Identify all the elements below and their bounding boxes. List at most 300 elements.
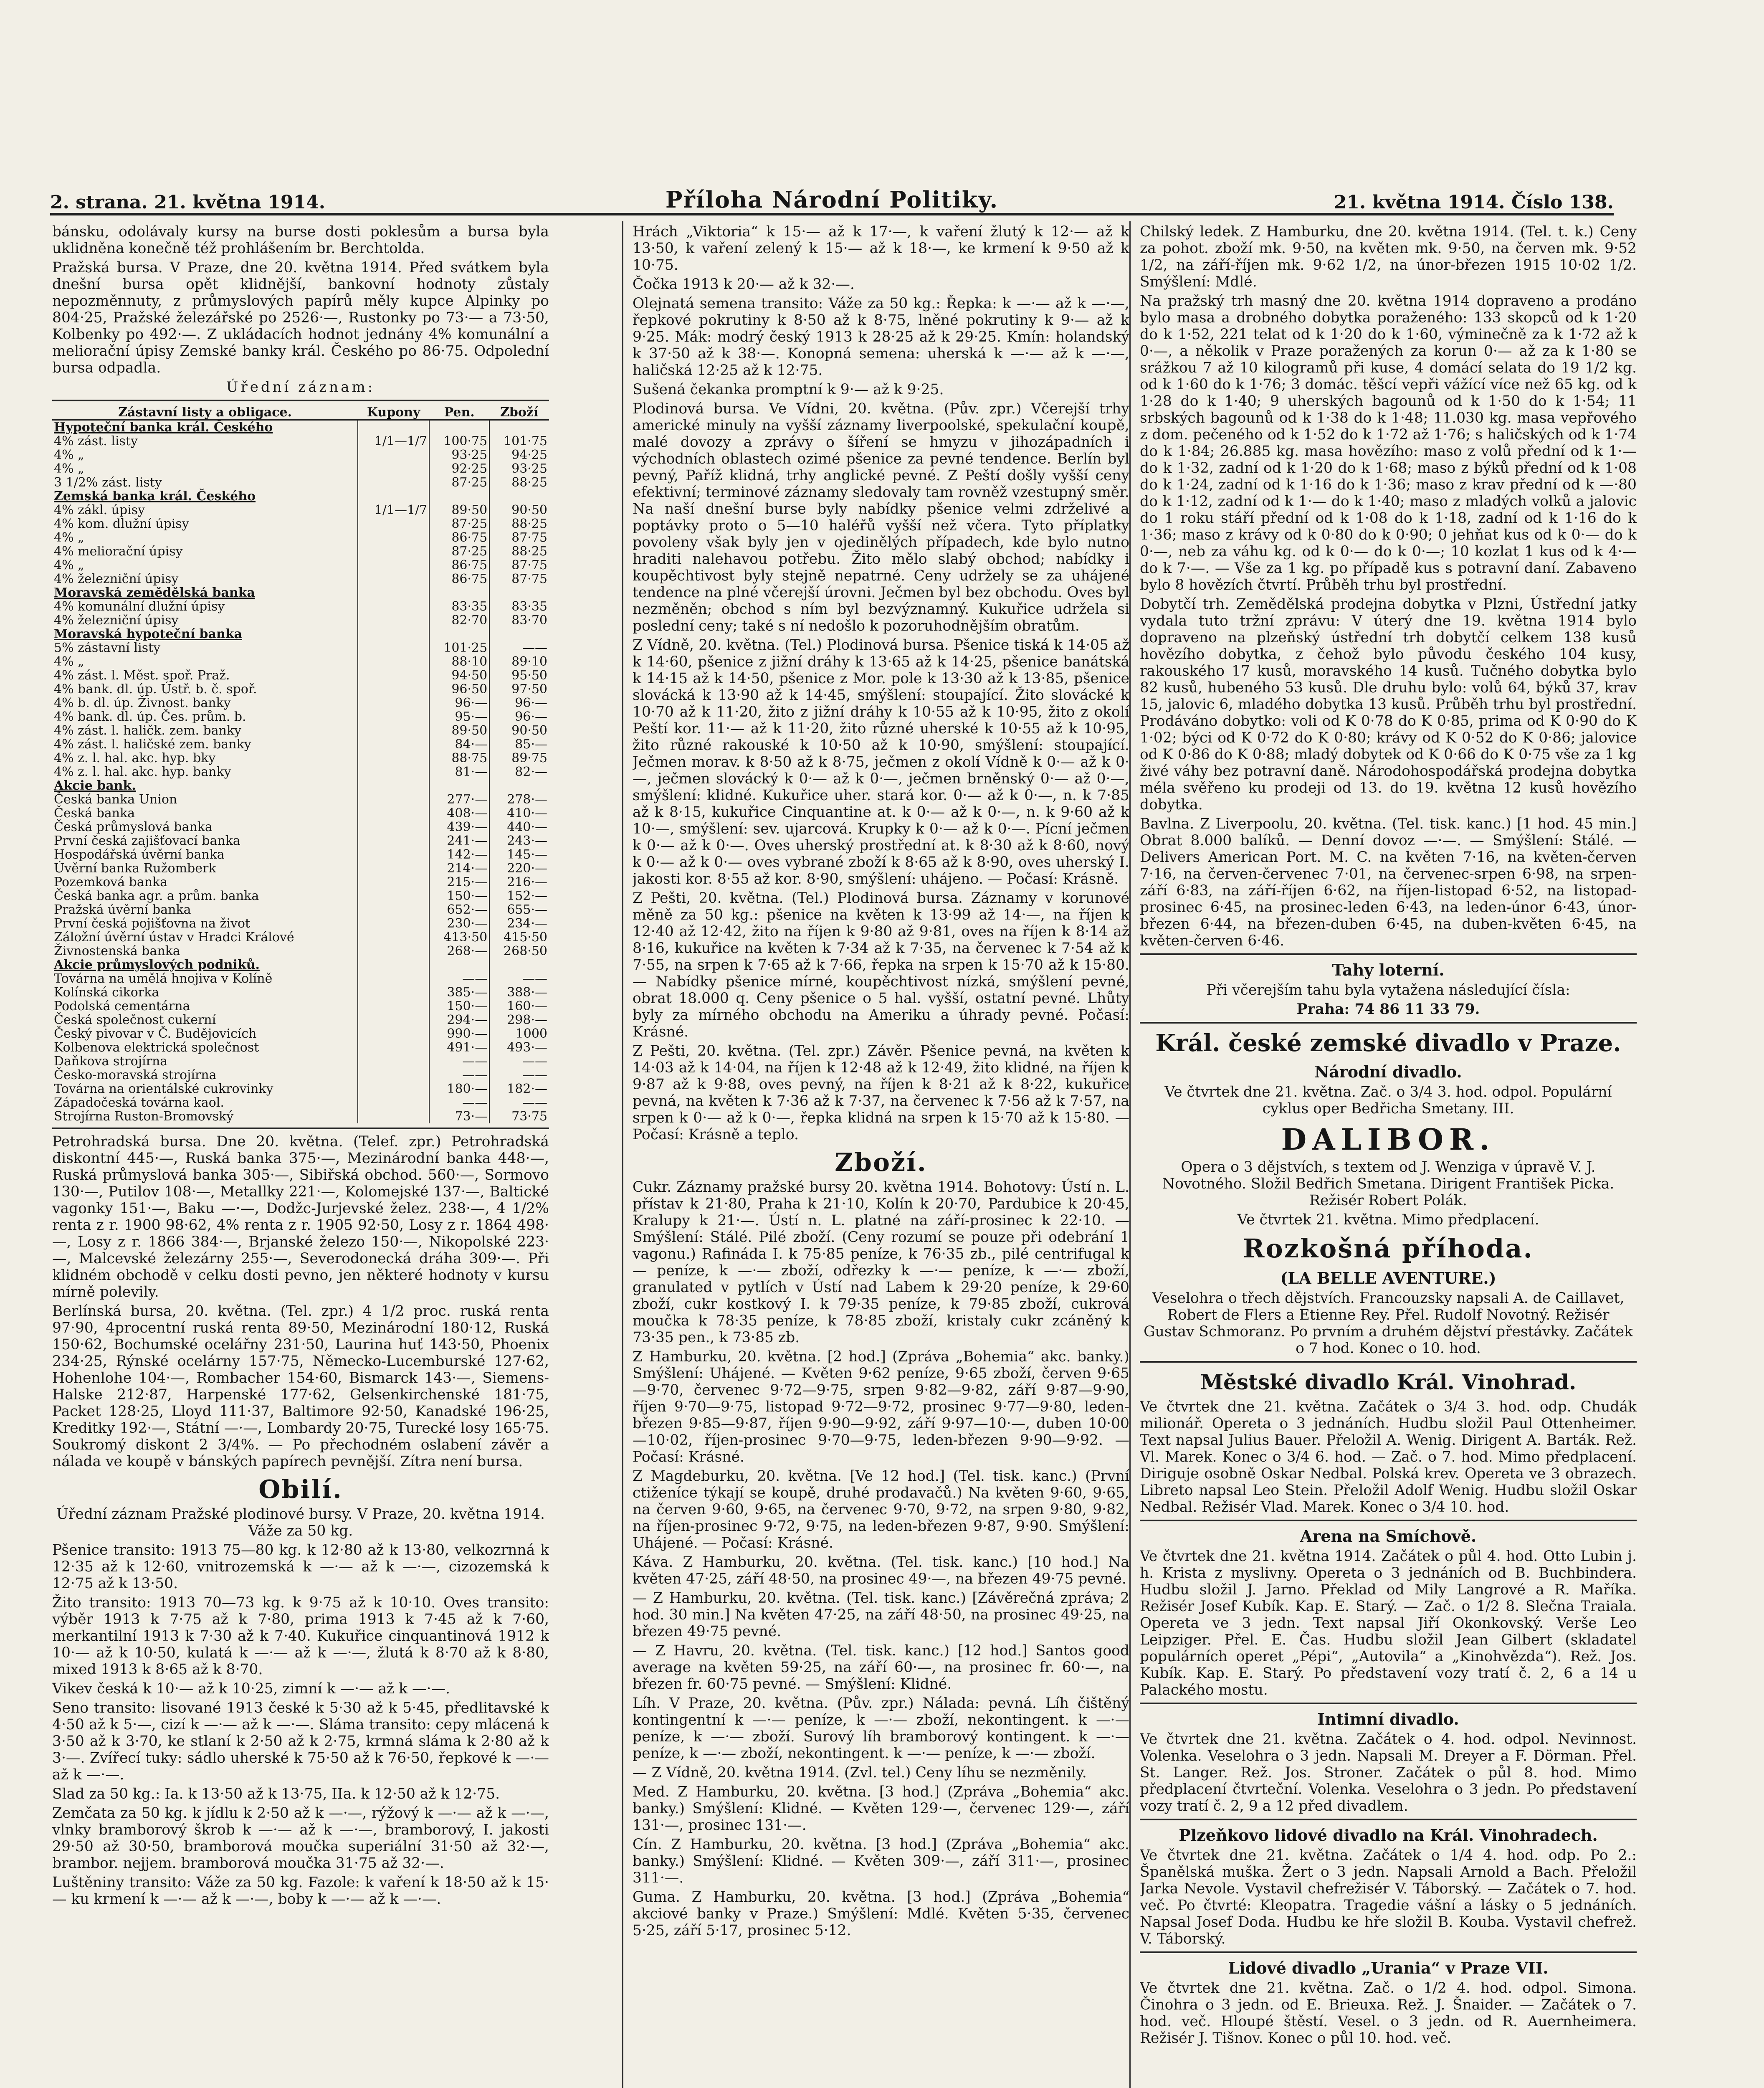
table-cell: 4% „ [54,558,84,573]
table-cell [358,986,429,999]
table-cell: 87·75 [489,558,549,572]
text-paragraph: Z Vídně, 20. května. (Tel.) Plodinová bursa. Pšenice tiská k 14·05 až k 14·60, pšenice z jižní dráhy k 13·65 až k 14·25, pšenice banátská k 14·15 až k 14·50, pšenice z Mor. pole k 13·30 až k 13·85, pšenice slovácká k 13·90 až k 14·45, smýšlení: stoupající. Žito slovácké k 10·70 až k 11·20, žito z jižní dráhy k 10·55 až k 10·95, žito z okolí Peští kor. 11·— až k 11·20, žito různé uherské k 10·55 až k 10·95, žito různé rakouské k 10·50 až k 10·90, smýšlení: stoupající. Ječmen morav. k 8·50 až k 8·75, ječmen z okolí Vídně k 0·— až k 0·—, ječmen slovácký k 0·— až k 0·—, ječmen brněnský 0·— až 0·—, smýšlení: klidné. Kukuřice uher. stará kor. 0·— až k 0·—, n. k 7·85 až k 8·15, kukuřice Cinquantine at. k 0·— až k 0·—, n. k 9·60 až k 10·—, smýšlení: sev. ujarcová. Krupky k 0·— až k 0·—. Pícní ječmen k 0·— až k 0·—. Oves uherský prostřední at. k 8·30 až k 8·60, nový k 0·— až k 0·— oves vybrané zboží k 8·65 až k 8·90, oves uherský I. jakosti kor. 8·55 až kor. 8·90, smýšlení: uhájeno. — Počasí: Krásně. [633,637,1129,887]
text-paragraph: — Z Vídně, 20. května 1914. (Zvl. tel.) Ceny líhu se nezměnily. [633,1764,1087,1781]
table-cell [358,862,429,875]
text-paragraph: Ve čtvrtek dne 21. května. Zač. o 3/4 3. hod. odpol. Populární cyklus oper Bedřicha Smetany. III. [1164,1084,1612,1117]
text-paragraph: Vikev česká k 10·— až k 10·25, zimní k —·— až k —·—. [52,1680,450,1697]
table-cell: 990·— [429,1027,489,1041]
table-cell: 152·— [489,889,549,903]
table-row [52,737,549,751]
table-cell: Česko-moravská strojírna [54,1068,217,1082]
text-paragraph: Z Hamburku, 20. května. [2 hod.] (Zpráva „Bohemia“ akc. banky.) Smýšlení: Uhájené. — Květen 9·62 peníze, 9·65 zboží, červen 9·65—9·70, červenec 9·72—9·75, srpen 9·82—9·82, září 9·87—9·90, říjen 9·70—9·75, listopad 9·72—9·72, prosinec 9·77—9·80, leden-březen 9·85—9·87, říjen 9·90—9·92, září 9·97—10·—, duben 10·00—10·02, říjen-prosinec 9·70—9·75, leden-březen 9·90—9·92. — Počasí: Krásné. [633,1348,1129,1465]
table-row [52,1054,549,1068]
table-cell: 81·— [429,765,489,779]
table-cell [358,462,429,476]
table-cell: 243·— [489,834,549,848]
table-cell: —— [489,1096,549,1110]
table-cell: 82·— [489,765,549,779]
table-cell: Továrna na umělá hnojiva v Kolíně [54,971,273,986]
table-cell: 268·— [429,944,489,958]
table-cell: 4% komunální dlužní úpisy [54,599,225,614]
divider [52,400,549,401]
table-cell [358,1082,429,1096]
table-cell: 241·— [429,834,489,848]
table-cell: 385·— [429,986,489,999]
table-cell: 96·50 [429,682,489,696]
table-cell: 85·— [489,737,549,751]
table-row [52,986,549,999]
table-cell: 89·50 [429,503,489,517]
stock-table [52,405,549,1123]
play-title: Rozkošná příhoda. [1243,1233,1534,1264]
table-cell: 4% z. l. hal. akc. hyp. banky [54,765,231,779]
table-row [52,1082,549,1096]
table-row [52,944,549,958]
text-paragraph: Cukr. Záznamy pražské bursy 20. května 1914. Bohotovy: Ústí n. L. přístav k 21·80, Praha k 21·10, Kolín k 20·70, Pardubice k 20·45, Kralupy k 21·—. Ústí n. L. platné na září-prosinec k 22·10. — Smýšlení: Stálé. Pilé zboží. (Ceny rozumí se pouze při odebrání 1 vagonu.) Rafináda I. k 75·85 peníze, k 76·35 zb., pilé centrifugal k — peníze, k —·— zboží, odřezky k —·— peníze, k —·— zboží, granulated v pytlích v Ústí nad Labem k 29·20 peníze, k 29·60 zboží, cukr kostkový I. k 79·35 peníze, k 79·85 zboží, cukrová moučka k 78·35 peníze, k 78·85 zboží, kristaly cukr zcáněný k 73·35 pen., k 73·85 zb. [633,1179,1129,1346]
table-cell: 100·75 [429,434,489,448]
table-row [52,972,549,986]
table-cell: Hypoteční banka král. Českého [54,420,273,435]
table-cell [429,958,489,972]
table-cell: 268·50 [489,944,549,958]
table-row [52,476,549,489]
text-paragraph: Petrohradská bursa. Dne 20. května. (Telef. zpr.) Petrohradská diskontní 445·—, Ruská banka 375·—, Mezinárodní banka 448·—, Ruská průmyslová banka 305·—, Sibiřská obchod. 560·—, Sormovo 130·—, Putilov 108·—, Metallky 221·—, Kolomejské 137·—, Baltické vagonky 151·—, Baku —·—, Dodžc-Jurjevské želez. 238·—, 4 1/2% renta z r. 1900 98·62, 4% renta z r. 1905 92·50, Losy z r. 1864 498·—, Losy z r. 1866 384·—, Brjanské železo 150·—, Nikopolské 223·—, Malcevské železárny 255·—, Severodonecká dráha 309·—. Při klidném obchodě v celku dosti pevno, jen některé hodnoty v kursu mírně polevily. [52,1133,549,1300]
table-cell: 94·50 [429,669,489,682]
table-cell: 89·50 [429,724,489,737]
table-row [52,503,549,517]
table-cell: 4% „ [54,654,84,669]
table-cell: Záložní úvěrní ústav v Hradci Králové [54,930,294,945]
divider [52,1128,549,1129]
table-row [52,724,549,737]
table-cell: 82·70 [429,613,489,627]
table-cell: —— [489,1068,549,1082]
table-cell [358,545,429,558]
table-cell: 294·— [429,1013,489,1027]
column-3 [1140,223,1637,2088]
table-cell: 652·— [429,903,489,917]
table-row [52,903,549,917]
table-cell: 4% b. dl. úp. Živnost. banky [54,696,231,710]
table-cell: 83·35 [489,600,549,613]
table-cell: 101·75 [489,434,549,448]
table-cell [489,586,549,600]
table-cell [358,655,429,669]
table-cell [358,820,429,834]
table-cell [358,696,429,710]
text-paragraph: Opera o 3 dějstvích, s textem od J. Wenziga v úpravě V. J. Novotného. Složil Bedřich Smetana. Dirigent František Picka. Režisér Robert Polák. [1162,1159,1615,1209]
table-cell: 96·— [489,710,549,724]
table-cell [489,420,549,435]
table-cell [358,517,429,531]
table-cell: Hospodářská úvěrní banka [54,847,225,862]
text-paragraph: Ve čtvrtek dne 21. května. Zač. o 1/2 4. hod. odpol. Simona. Činohra o 3 jedn. od E. Brieuxa. Rež. J. Šnaider. — Začátek o 7. hod. več. Hloupé štěstí. Vesel. o 3 jedn. od R. Auernheimera. Režisér J. Tišnov. Konec o půl 10. hod. več. [1140,1980,1637,2047]
text-paragraph: — Z Hamburku, 20. května. (Tel. tisk. kanc.) [Závěrečná zpráva; 2 hod. 30 min.] Na květen 47·25, na září 48·50, na prosinec 49·25, na březen 49·75 pevné. [633,1590,1129,1640]
table-cell: —— [429,1068,489,1082]
divider [1140,953,1637,955]
table-cell [358,448,429,462]
table-cell [358,793,429,806]
text-paragraph: Úřední záznam Pražské plodinové bursy. V Praze, 20. května 1914. Váže za 50 kg. [56,1506,545,1539]
table-row [52,586,549,600]
table-cell [358,765,429,779]
table-row [52,765,549,779]
table-row [52,1110,549,1123]
text-paragraph: — Z Havru, 20. května. (Tel. tisk. kanc.) [12 hod.] Santos good average na květen 59·25, na září 60·—, na prosinec fr. 60·—, na březen fr. 60·75 pevné. — Smýšlení: Klidné. [633,1642,1129,1693]
text-paragraph: Na pražský trh masný dne 20. května 1914 dopraveno a prodáno bylo masa a drobného dobytka poraženého: 133 skopců od k 1·20 do k 1·52, 221 telat od k 1·20 do k 1·60, výminečně za k 1·72 až k 0·—, a několik v Praze poražených za korun 0·— až za k 1·80 se srážkou 7 až 10 kilogramů při kuse, 4 domácí selata do 19 1/2 kg. od k 1·60 do k 1·76; 3 domác. těšcí vepři vážící více než 65 kg. od k 1·28 do k 1·40; 9 uherských bagounů od k 1·50 do k 1·54; 11 srbských bagounů od k 1·38 do k 1·48; 11.030 kg. masa vepřového z dom. pečeného od k 1·52 do k 1·72 až 1·76; s haličských od k 1·74 do k 1·84; 26.885 kg. masa hovězího: maso z volů přední od k 1·— do k 1·32, zadní od k 1·20 do k 1·68; maso z býků přední od k 1·08 do k 1·24, zadní od k 1·16 do k 1·36; maso z krav přední od k —·80 do k 1·12, zadní od k 1·— do k 1·40; maso z mladých volků a jalovic do 1 roku stáří přední od k 1·08 do k 1·18, zadní od k 1·16 do k 1·36; maso z krávy od k 0·80 do k 0·90; 0 jehňat kus od k 0·— do k 0·—, neb za váhu kg. od k 0·— do k 0·—; 10 kozlat 1 kus od k 4·— do k 7·—. — Vše za 1 kg. po případě kus s potravní daní. Zabaveno bylo 8 hovězích čtvrtí. Průběh trhu byl prostřední. [1140,293,1637,593]
table-row [52,930,549,944]
table-cell: 4% „ [54,448,84,462]
table-cell: 87·75 [489,531,549,545]
table-cell [358,806,429,820]
table-cell: Moravská zemědělská banka [54,585,255,600]
table-cell: První česká zajišťovací banka [54,834,240,848]
table-cell: Moravská hypoteční banka [54,627,242,641]
text-paragraph: Při včerejším tahu byla vytažena následující čísla: [1206,982,1570,998]
table-cell: 220·— [489,862,549,875]
text-paragraph: Med. Z Hamburku, 20. května. [3 hod.] (Zpráva „Bohemia“ akc. banky.) Smýšlení: Klidné. — Květen 129·—, červenec 129·—, září 131·—, prosinec 131·—. [633,1784,1129,1834]
divider [1140,1703,1637,1704]
table-cell: 230·— [429,917,489,930]
table-cell: 101·25 [429,641,489,655]
table-cell: 491·— [429,1041,489,1054]
table-cell: 93·25 [489,462,549,476]
table-cell [489,489,549,503]
table-cell [358,558,429,572]
divider [1140,1951,1637,1953]
table-cell: Česká banka agr. a prům. banka [54,889,259,903]
table-cell: 214·— [429,862,489,875]
table-cell: Západočeská továrna kaol. [54,1095,224,1110]
table-cell: 1/1—1/7 [358,434,429,448]
table-cell: 277·— [429,793,489,806]
table-cell: Česká průmyslová banka [54,820,213,834]
table-cell [358,531,429,545]
table-cell: 88·25 [489,476,549,489]
section-title: Městské divadlo Král. Vinohrad. [1200,1370,1577,1394]
table-cell [358,1096,429,1110]
table-cell: Živnostenská banka [54,944,180,958]
table-cell: Česká banka [54,806,135,821]
table-cell: 142·— [429,848,489,862]
column-1 [52,223,549,2088]
table-cell: 97·50 [489,682,549,696]
table-cell [358,724,429,737]
table-cell: Podolská cementárna [54,999,190,1014]
table-cell [358,903,429,917]
table-cell [358,572,429,586]
table-cell [429,779,489,793]
table-cell: 234·— [489,917,549,930]
table-cell: 4% meliorační úpisy [54,544,183,559]
text-paragraph: Ve čtvrtek dne 21. května. Začátek o 1/4 4. hod. odp. Po 2.: Španělská muška. Žert o 3 jedn. Napsali Arnold a Bach. Přeložil Jarka Nevole. Vystavil chefrežisér V. Táborský. — Začátek o 7. hod. več. Po čtvrté: Kleopatra. Tragedie vášní a lásky o 5 jednáních. Napsal Josef Doda. Hudbu ke hře složil B. Kouba. Vystavil chefrež. V. Táborský. [1140,1847,1637,1947]
table-cell [489,779,549,793]
table-row [52,820,549,834]
table-cell: 95·— [429,710,489,724]
table-row [52,420,549,435]
table-cell: 1/1—1/7 [358,503,429,517]
divider [1140,1022,1637,1024]
text-paragraph: Veselohra o třech dějstvích. Francouzsky napsali A. de Caillavet, Robert de Flers a Etienne Rey. Přel. Rudolf Novotný. Režisér Gustav Schmoranz. Po prvním a druhém dějství přestávky. Začátek o 7 hod. Konec o 10. hod. [1144,1290,1633,1357]
table-cell: Akcie bank. [54,778,136,793]
table-cell: Kolínská cikorka [54,985,159,1000]
text-paragraph: bánsku, odolávaly kursy na burse dosti poklesům a bursa byla uklidněna konečně též prohlášením br. Berchtolda. [52,223,549,257]
section-subtitle: Úřední záznam: [226,379,375,395]
table-cell: 182·— [489,1082,549,1096]
newspaper-title: Příloha Národní Politiky. [665,186,999,213]
text-paragraph: Sušená čekanka promptní k 9·— až k 9·25. [633,381,944,398]
table-cell: 3 1/2% zást. listy [54,475,162,490]
table-cell [358,958,429,972]
text-paragraph: Z Pešti, 20. května. (Tel. zpr.) Závěr. Pšenice pevná, na květen k 14·03 až k 14·04, na říjen k 12·48 až k 12·49, žito klidné, na říjen k 9·87 až k 9·88, oves pevný, na říjen k 8·21 až k 8·22, kukuřice pevná, na květen k 7·36 až k 7·37, na červenec k 7·56 až k 7·57, na srpen k 0·— až k 0·—, řepka klidná na srpen k 15·70 až k 15·80. — Počasí: Krásně a teplo. [633,1043,1129,1143]
table-cell: Úvěrní banka Ružomberk [54,861,216,876]
text-paragraph: Líh. V Praze, 20. května. (Pův. zpr.) Nálada: pevná. Líh čištěný kontingentní k —·— peníze, k —·— zboží, nekontingent. k —·— peníze, k —·— zboží. Surový líh bramborový kontingent. k —·— peníze, k —·— zboží, nekontingent. k —·— peníze, k —·— zboží. [633,1695,1129,1762]
table-cell: Pražská úvěrní banka [54,902,191,917]
table-cell: 440·— [489,820,549,834]
play-subtitle: (LA BELLE AVENTURE.) [1280,1269,1496,1287]
table-cell: 415·50 [489,930,549,944]
table-row [52,434,549,448]
table-header: Pen. [429,405,489,420]
table-cell: Kolbenova elektrická společnost [54,1040,259,1055]
text-paragraph: Žito transito: 1913 70—73 kg. k 9·75 až k 10·10. Oves transito: výběr 1913 k 7·75 až k 7·80, prima 1913 k 7·45 až k 7·60, merkantilní 1913 k 7·30 až k 7·40. Kukuřice cinquantinová 1912 k 10·— až k 10·50, kulatá k —·— až k —·—, žlutá k 8·70 až k 8·80, mixed 1913 k 8·65 až k 8·70. [52,1594,549,1678]
table-cell: 86·75 [429,572,489,586]
table-row [52,682,549,696]
text-paragraph: Seno transito: lisované 1913 české k 5·30 až k 5·45, předlitavské k 4·50 až k 5·—, cizí k —·— až k —·—. Sláma transito: cepy mlácená k 3·50 až k 3·70, ke stlaní k 2·50 až k 2·75, krmná sláma k 2·80 až k 3·—. Zvířecí tuky: sádlo uherské k 75·50 až k 76·50, řepkové k —·— až k —·—. [52,1700,549,1783]
table-row [52,1027,549,1041]
text-paragraph: Slad za 50 kg.: Ia. k 13·50 až k 13·75, IIa. k 12·50 až k 12·75. [52,1786,500,1802]
text-paragraph: Plodinová bursa. Ve Vídni, 20. května. (Pův. zpr.) Včerejší trhy americké minuly na vyšší záznamy liverpoolské, spekulační koupě, malé dovozy a zprávy o šíření se hmyzu v jihozápadních i východních oblastech ozimé pšenice za pevné tendence. Berlín byl pevný, Paříž klidná, trhy anglické pevné. Z Peští došly vyšší ceny efektivní; terminové záznamy sledovaly tam rovněž vzestupný směr. Na naší dnešní burse byly nabídky pšenice velmi zdrželivé a poptávky proto o 5—10 haléřů vyšší než včera. Tyto příplatky povoleny však byly jen v ojedinělých případech, kde bylo nutno hraditi nalehavou potřebu. Žito mělo slabý obchod; nabídky i koupěchtivost byly stejně nepatrné. Ceny udržely se za uhájené tendence na plné včerejší úrovni. Ječmen byl bez obchodu. Oves byl nezměněn; obchod s ním byl bezvýznamný. Kukuřice udržela si poslední ceny; také s ní nedošlo k pozoruhodnějším obratům. [633,400,1129,634]
table-cell [429,489,489,503]
table-cell [358,682,429,696]
table-row [52,641,549,655]
table-cell: 4% zákl. úpisy [54,503,145,517]
table-cell: 150·— [429,889,489,903]
table-cell: 93·25 [429,448,489,462]
table-cell [358,737,429,751]
section-subtitle: Národní divadlo. [1314,1062,1462,1081]
table-row [52,806,549,820]
table-cell [358,848,429,862]
table-cell: 88·25 [489,517,549,531]
table-row [52,655,549,669]
table-cell [358,669,429,682]
table-cell: 96·— [429,696,489,710]
table-row [52,627,549,641]
issue-number: 21. května 1914. Číslo 138. [1334,192,1614,213]
table-cell: —— [489,641,549,655]
table-cell: 83·70 [489,613,549,627]
table-row [52,1068,549,1082]
section-title: Tahy loterní. [1332,960,1445,979]
table-cell: 87·25 [429,476,489,489]
table-cell: 86·75 [429,531,489,545]
table-cell: 215·— [429,875,489,889]
table-cell: 655·— [489,903,549,917]
lottery-numbers: Praha: 74 86 11 33 79. [1296,1001,1480,1018]
table-cell [358,1054,429,1068]
table-row [52,669,549,682]
table-row [52,779,549,793]
text-paragraph: Olejnatá semena transito: Váže za 50 kg.: Řepka: k —·— až k —·—, řepkové pokrutiny k 8·50 až k 8·75, lněné pokrutiny k 9·— až k 9·25. Mák: modrý český 1913 k 28·25 až k 29·25. Kmín: holandský k 37·50 až k 38·—. Konopná semena: uherská k —·— až k —·—, haličská 12·25 až k 12·75. [633,295,1129,379]
table-cell: 4% kom. dlužní úpisy [54,517,189,531]
table-cell: 73·— [429,1110,489,1123]
table-row [52,613,549,627]
table-cell: 4% „ [54,461,84,476]
table-cell: 94·25 [489,448,549,462]
table-cell [489,627,549,641]
table-cell: 493·— [489,1041,549,1054]
table-cell: Česká společnost cukerní [54,1013,216,1027]
table-row [52,793,549,806]
table-cell: 408·— [429,806,489,820]
table-cell [358,999,429,1013]
table-header: Zástavní listy a obligace. [52,405,358,420]
table-cell: 4% zást. l. haličk. zem. banky [54,723,242,738]
table-row [52,448,549,462]
page-header [50,180,1614,215]
table-cell [358,917,429,930]
table-row [52,889,549,903]
table-cell [358,930,429,944]
opera-title: DALIBOR. [1281,1122,1496,1157]
table-cell [358,476,429,489]
table-cell: 90·50 [489,724,549,737]
table-cell: 89·10 [489,655,549,669]
table-cell: První česká pojišťovna na život [54,916,251,931]
table-row [52,875,549,889]
section-title: Zboží. [835,1148,927,1177]
table-row [52,751,549,765]
table-cell [429,627,489,641]
text-paragraph: Chilský ledek. Z Hamburku, dne 20. května 1914. (Tel. t. k.) Ceny za pohot. zboží mk. 9·50, na květen mk. 9·50, na červen mk. 9·52 1/2, na září-říjen mk. 9·62 1/2, na únor-březen 1915 10·02 1/2. Smýšlení: Mdlé. [1140,223,1637,290]
table-cell: —— [429,972,489,986]
table-cell [358,1041,429,1054]
table-cell: 4% zást. listy [54,434,138,449]
table-cell: 4% z. l. hal. akc. hyp. bky [54,751,216,765]
text-paragraph: Z Pešti, 20. května. (Tel.) Plodinová bursa. Záznamy v korunové měně za 50 kg.: pšenice na květen k 13·99 až 14·—, na říjen k 12·40 až 12·42, žito na říjen k 9·80 až 9·81, oves na říjen k 8·14 až 8·16, kukuřice na květen k 7·34 až k 7·35, na červenec k 7·54 až k 7·55, na srpen k 7·65 až k 7·66, řepka na srpen k 15·70 až k 15·80. — Nabídky pšenice mírné, koupěchtivost nízká, smýšlení pevné, obrat 18.000 q. Ceny pšenice o 5 hal. vyšší, ostatní pevné. Lhůty byly za mírného obchodu na Ameriku a úhrady pevné. Počasí: Krásné. [633,890,1129,1040]
divider [1140,1819,1637,1820]
table-cell [358,1027,429,1041]
table-cell: 88·10 [429,655,489,669]
table-row [52,696,549,710]
table-cell: Česká banka Union [54,792,177,807]
table-row [52,462,549,476]
table-cell: 95·50 [489,669,549,682]
table-row [52,999,549,1013]
table-cell: 388·— [489,986,549,999]
section-title: Arena na Smíchově. [1300,1527,1477,1546]
section-title: Král. české zemské divadlo v Praze. [1155,1029,1621,1057]
table-cell: 83·35 [429,600,489,613]
table-cell [358,944,429,958]
table-cell [358,600,429,613]
table-cell [429,420,489,435]
text-paragraph: Káva. Z Hamburku, 20. května. (Tel. tisk. kanc.) [10 hod.] Na květen 47·25, září 48·50, na prosinec 49·—, na březen 49·75 pevné. [633,1554,1129,1587]
table-cell [489,958,549,972]
table-cell: 96·— [489,696,549,710]
table-cell: —— [429,1054,489,1068]
table-cell [358,489,429,503]
column-2 [633,223,1129,2088]
table-cell: 298·— [489,1013,549,1027]
table-cell [358,1013,429,1027]
table-row [52,1041,549,1054]
table-cell [358,875,429,889]
table-row [52,862,549,875]
table-row [52,600,549,613]
table-cell [429,586,489,600]
table-row [52,1013,549,1027]
column-divider [1129,221,1131,2088]
divider [1140,1520,1637,1521]
table-cell: 92·25 [429,462,489,476]
text-paragraph: Ve čtvrtek 21. května. Mimo předplacení. [1237,1211,1539,1228]
text-paragraph: Pražská bursa. V Praze, dne 20. května 1914. Před svátkem byla dnešní bursa opět klidnější, bankovní hodnoty zůstaly nepozměnnuty, z průmyslových papírů měly kupce Alpinky po 804·25, Pražské železářské po 2526·—, Rustonky po 73·— a 73·50, Kolbenky po 492·—. Z ukládacích hodnot jednány 4% komunální a meliorační úpisy Zemské banky král. Českého po 86·75. Odpolední bursa odpadla. [52,259,549,376]
table-cell: 410·— [489,806,549,820]
table-row [52,545,549,558]
table-cell [358,834,429,848]
table-cell: 87·75 [489,572,549,586]
table-cell: —— [489,972,549,986]
table-cell: 4% železniční úpisy [54,572,179,586]
table-cell: —— [429,1096,489,1110]
table-cell [358,710,429,724]
table-cell: 88·75 [429,751,489,765]
table-row [52,1096,549,1110]
table-cell: 90·50 [489,503,549,517]
section-title: Obilí. [258,1475,343,1504]
table-row [52,917,549,930]
table-cell: Daňkova strojírna [54,1054,168,1069]
text-paragraph: Dobytčí trh. Zemědělská prodejna dobytka v Plzni, Ústřední jatky vydala tuto tržní zprávu: V úterý dne 19. května 1914 bylo dopraveno na plzeňský ústřední trh dobytčí celkem 138 kusů hovězího dobytka, z čehož bylo původu českého 104 kusy, rakouského 17 kusů, moravského 14 kusů. Tučného dobytka bylo 82 kusů, hubeného 53 kusů. Dle druhu bylo: volů 64, býků 37, krav 15, jalovic 6, mladého dobytka 13 kusů. Průběh trhu byl prostřední. Prodáváno dobytko: voli od K 0·78 do K 0·85, prima od K 0·90 do K 1·02; býci od K 0·72 do K 0·80; krávy od K 0·52 do K 0·86; jalovice od K 0·86 do K 0·88; mladý dobytek od K 0·66 do K 0·75 vše za 1 kg živé váhy bez potravní daně. Národohospodářská prodejna dobytka méla svěřeno ku prodeji od 13. do 19. května 12 kusů hovězího dobytka. [1140,596,1637,813]
table-cell: 4% „ [54,530,84,545]
page-number-date: 2. strana. 21. května 1914. [50,192,326,213]
table-row [52,958,549,972]
section-title: Intimní divadlo. [1317,1710,1459,1728]
table-cell: Zemská banka král. Českého [54,489,256,504]
text-paragraph: Z Magdeburku, 20. května. [Ve 12 hod.] (Tel. tisk. kanc.) (První ctiženíce týkají se koupě, druhé prodavačů.) Na květen 9·60, 9·65, na červen 9·60, 9·65, na červenec 9·70, 9·72, na srpen 9·80, 9·82, na říjen-prosinec 9·72, 9·75, na leden-březen 9·87, 9·90. Smýšlení: Uhájené. — Počasí: Krásné. [633,1468,1129,1551]
table-cell: 278·— [489,793,549,806]
table-row [52,848,549,862]
table-row [52,489,549,503]
text-paragraph: Ve čtvrtek dne 21. května. Začátek o 4. hod. odpol. Nevinnost. Volenka. Veselohra o 3 jedn. Napsali M. Dreyer a F. Dörman. Přel. St. Langer. Rež. Jos. Stroner. Začátek o půl 8. hod. Mimo předplacení čtvrteční. Volenka. Veselohra o 3 jedn. Po představení vozy tratí č. 2, 9 a 12 před divadlem. [1140,1731,1637,1814]
table-cell: 4% železniční úpisy [54,613,179,628]
table-cell: 413·50 [429,930,489,944]
text-paragraph: Guma. Z Hamburku, 20. května. [3 hod.] (Zpráva „Bohemia“ akciové banky v Praze.) Smýšlení: Mdlé. Květen 5·35, červenec 5·25, září 5·17, prosinec 5·12. [633,1889,1129,1939]
table-cell [358,586,429,600]
table-cell: Český pivovar v Č. Budějovicích [54,1026,257,1041]
column-divider [622,221,623,2088]
text-paragraph: Pšenice transito: 1913 75—80 kg. k 12·80 až k 13·80, velkozrnná k 12·35 až k 12·60, vnitrozemská k —·— až k —·—, cizozemská k 12·75 až k 13·50. [52,1542,549,1592]
table-cell: 5% zástavní listy [54,641,161,655]
table-cell: 87·25 [429,545,489,558]
table-header: Zboží [489,405,549,420]
text-paragraph: Hrách „Viktoria“ k 15·— až k 17·—, k vaření žlutý k 12·— až k 13·50, k vaření zelený k 15·— až k 18·—, ke krmení k 9·50 až k 10·75. [633,223,1129,274]
table-row [52,710,549,724]
table-cell [358,779,429,793]
table-cell [358,641,429,655]
divider [1140,1361,1637,1363]
text-paragraph: Cín. Z Hamburku, 20. května. [3 hod.] (Zpráva „Bohemia“ akc. banky.) Smýšlení: Klidné. — Květen 309·—, září 311·—, prosinec 311·—. [633,1836,1129,1886]
table-cell [358,627,429,641]
table-cell: Akcie průmyslových podniků. [54,958,260,972]
table-cell: 88·25 [489,545,549,558]
text-paragraph: Čočka 1913 k 20·— až k 32·—. [633,276,855,293]
table-cell: Strojírna Ruston-Bromovský [54,1109,234,1124]
text-paragraph: Berlínská bursa, 20. května. (Tel. zpr.) 4 1/2 proc. ruská renta 97·90, 4procentní ruská renta 89·50, Mezinárodní 180·12, Ruská 150·62, Bochumské ocelářny 231·50, Laurina huť 143·50, Phoenix 234·25, Rýnské ocelárny 157·75, Německo-Lucemburské 127·62, Hohenlohe 104·—, Rombacher 154·60, Bismarck 143·—, Siemens-Halske 212·87, Harpenské 177·62, Gelsenkirchenské 181·75, Packet 128·25, Lloyd 111·37, Baltimore 92·50, Kanadské 196·25, Kreditky 192·—, Státní —·—, Lombardy 20·75, Turecké losy 165·75. Soukromý diskont 2 3/4%. — Po přechodném oslabení závěr a nálada ve koupě v bánských papírech pevnější. Zítra není bursa. [52,1303,549,1470]
text-paragraph: Luštěniny transito: Váže za 50 kg. Fazole: k vaření k 18·50 až k 15·— ku krmení k —·— až k —·—, boby k —·— až k —·—. [52,1874,549,1908]
